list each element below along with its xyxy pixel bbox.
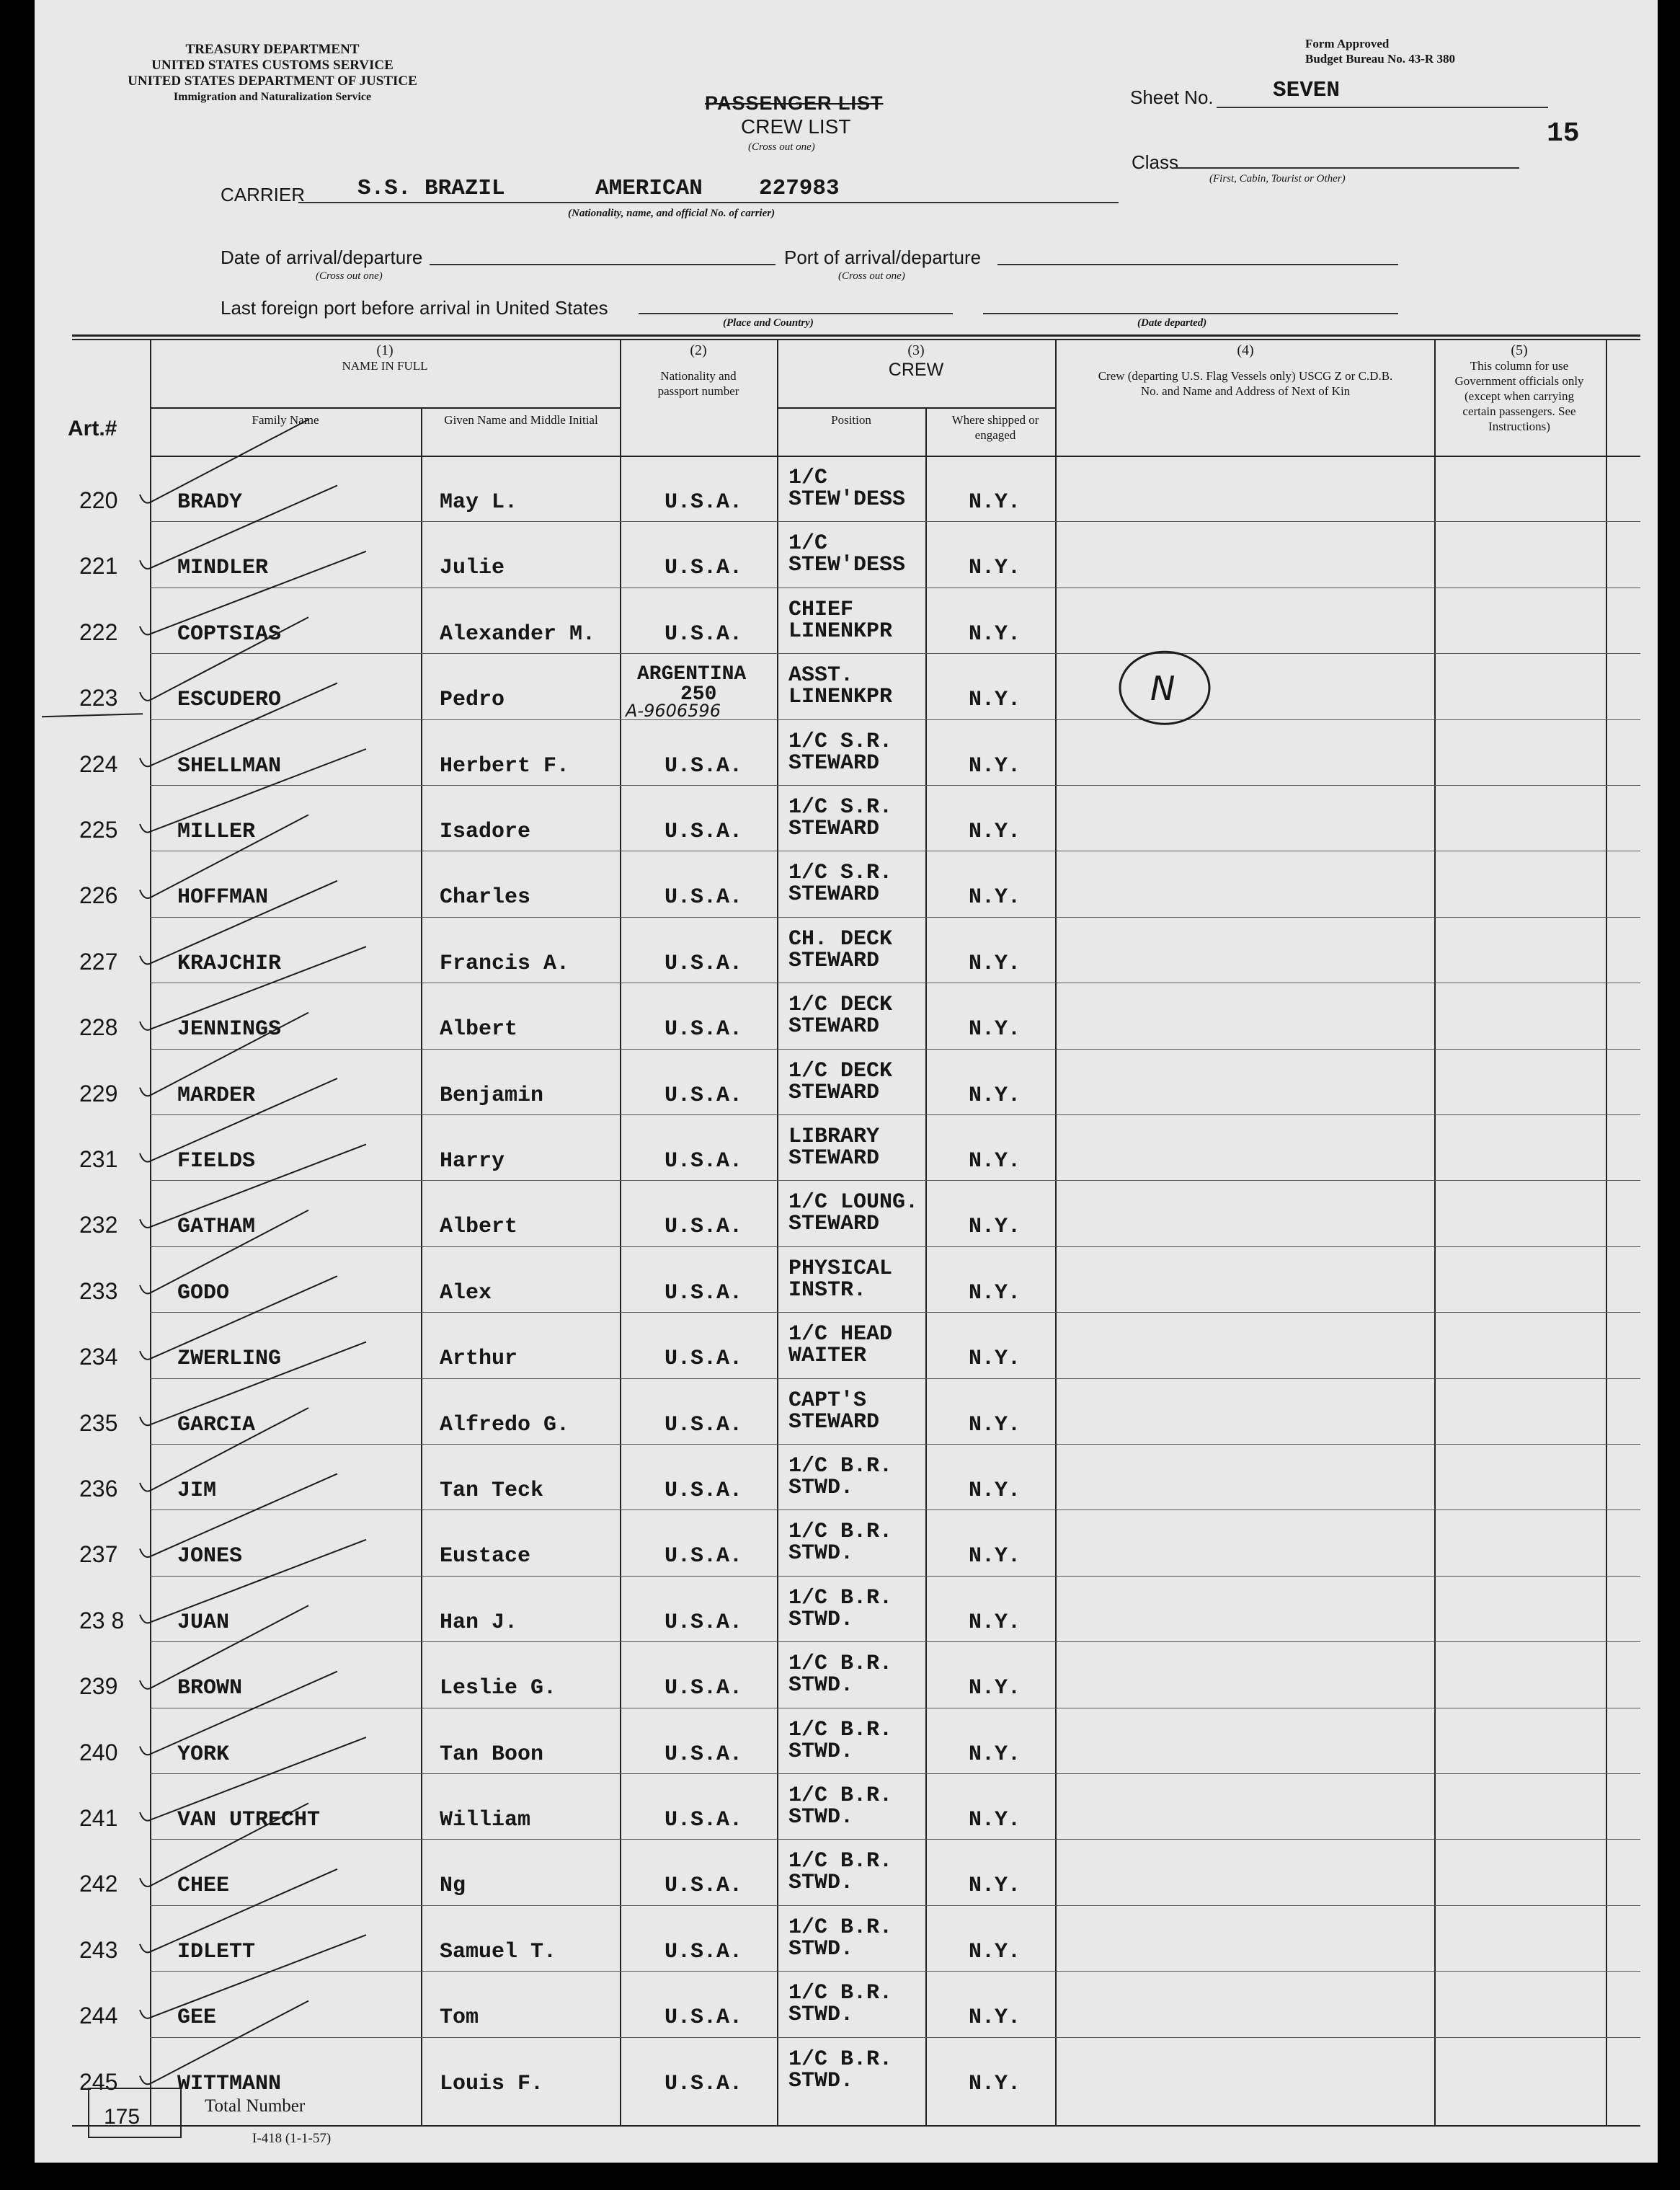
nationality: U.S.A.	[665, 621, 743, 647]
col3-heading	[777, 343, 1055, 378]
col-divider	[620, 340, 621, 2125]
art-number: 239	[79, 1673, 118, 1700]
given-name: Francis A.	[440, 951, 570, 976]
art-number: 233	[79, 1277, 118, 1304]
agency-line: TREASURY DEPARTMENT	[185, 42, 360, 57]
nationality: U.S.A.	[665, 2071, 743, 2096]
where-shipped: N.Y.	[969, 2005, 1021, 2031]
col1-heading	[150, 343, 620, 373]
crew-list-title: CREW LIST	[741, 115, 851, 138]
position-line-1: CHIEF	[788, 597, 854, 622]
art-number: 222	[79, 619, 118, 645]
family-name: VAN UTRECHT	[177, 1808, 321, 1832]
position-line-2: STEWARD	[788, 1014, 880, 1039]
agency-line: UNITED STATES DEPARTMENT OF JUSTICE	[128, 74, 417, 89]
art-number: 227	[79, 948, 118, 975]
given-name: Herbert F.	[440, 753, 570, 779]
table-bottom-rule	[72, 2125, 1640, 2127]
sheet-label: Sheet No.	[1130, 87, 1214, 108]
nationality: U.S.A.	[665, 1610, 743, 1635]
art-heading: Art.#	[68, 417, 117, 440]
nationality: U.S.A.	[665, 2005, 743, 2031]
col2-num: (2)	[690, 342, 707, 358]
art-number: 226	[79, 882, 118, 909]
position-line-2: STWD.	[788, 1541, 854, 1566]
check-mark	[140, 1540, 366, 1623]
total-value: 175	[104, 2105, 141, 2129]
given-heading: Given Name and Middle Initial	[444, 413, 598, 427]
subcol-divider	[925, 407, 927, 2125]
nationality: U.S.A.	[665, 1939, 743, 1964]
head-subrule	[150, 407, 620, 409]
position-line-1: 1/C B.R.	[788, 1520, 893, 1545]
art-number: 23 8	[79, 1607, 125, 1633]
family-name: ZWERLING	[177, 1347, 282, 1372]
art-number: 244	[79, 2003, 118, 2029]
form-approved-block	[1305, 36, 1455, 66]
where-shipped: N.Y.	[969, 1017, 1021, 1042]
given-name: Tan Boon	[440, 1742, 544, 1767]
given-name: Alex	[440, 1280, 492, 1305]
family-name: GEE	[177, 2005, 217, 2031]
sheet-line	[1217, 107, 1548, 108]
position-line-2: STEWARD	[788, 750, 880, 776]
row-rule	[150, 1444, 1640, 1445]
date-hint: (Cross out one)	[316, 270, 383, 282]
row-rule	[150, 1180, 1640, 1181]
row-rule	[150, 1773, 1640, 1774]
last-port-line	[639, 313, 953, 314]
passenger-list-struck: PASSENGER LIST	[705, 92, 884, 114]
where-shipped: N.Y.	[969, 688, 1021, 713]
position-line-1: CH. DECK	[788, 926, 893, 952]
nationality: U.S.A.	[665, 490, 743, 515]
position-line-1: 1/C S.R.	[788, 861, 893, 886]
position-heading: Position	[831, 413, 871, 427]
col5-title: This column for use Government officials only (except when carrying certain passengers. See Instructions)	[1454, 359, 1584, 433]
position-line-1: 1/C B.R.	[788, 1849, 893, 1874]
family-name: ESCUDERO	[177, 688, 282, 713]
row-rule	[150, 917, 1640, 918]
art-number: 243	[79, 1936, 118, 1963]
subcol-divider	[421, 407, 422, 2125]
family-name: HOFFMAN	[177, 885, 269, 910]
art-number: 237	[79, 1541, 118, 1568]
nationality: U.S.A.	[665, 820, 743, 844]
position-line-1: 1/C S.R.	[788, 729, 893, 754]
nationality: U.S.A.	[665, 951, 743, 976]
position-line-1: ASST.	[788, 663, 854, 688]
where-shipped: N.Y.	[969, 1544, 1021, 1569]
family-name: WITTMANN	[177, 2071, 282, 2096]
position-line-1: 1/C HEAD	[788, 1322, 893, 1347]
row-rule	[150, 1509, 1640, 1510]
where-shipped: N.Y.	[969, 1347, 1021, 1372]
position-line-2: STWD.	[788, 1673, 854, 1698]
given-name: Eustace	[440, 1544, 531, 1569]
given-name: Tom	[440, 2005, 479, 2031]
row-rule	[150, 1971, 1640, 1972]
row-rule	[150, 1246, 1640, 1247]
given-name: Samuel T.	[440, 1939, 557, 1964]
date-departed-line	[983, 313, 1398, 314]
nationality: U.S.A.	[665, 1215, 743, 1240]
family-name: BRADY	[177, 490, 243, 515]
passport-number: 250	[680, 683, 717, 706]
where-shipped: N.Y.	[969, 1479, 1021, 1503]
form-number: I-418 (1-1-57)	[252, 2131, 332, 2146]
position-line-2: STEW'DESS	[788, 487, 906, 512]
family-name: JUAN	[177, 1610, 230, 1635]
position-line-1: 1/C	[788, 531, 828, 557]
col2-title: Nationality and passport number	[657, 369, 739, 398]
position-line-1: 1/C DECK	[788, 993, 893, 1018]
art-number: 235	[79, 1409, 118, 1436]
given-name: Alfredo G.	[440, 1412, 570, 1437]
position-line-2: STEWARD	[788, 1080, 880, 1105]
where-shipped: N.Y.	[969, 1149, 1021, 1174]
family-name: JIM	[177, 1479, 217, 1503]
place-hint: (Place and Country)	[723, 317, 814, 329]
col1-num: (1)	[376, 342, 394, 358]
col3-title: CREW	[888, 360, 944, 380]
head-subrule	[777, 407, 1055, 409]
nationality: U.S.A.	[665, 1676, 743, 1701]
row-rule	[150, 1641, 1640, 1642]
family-name: MARDER	[177, 1083, 256, 1108]
carrier-hint: (Nationality, name, and official No. of carrier)	[568, 208, 775, 219]
position-line-1: 1/C B.R.	[788, 2047, 893, 2072]
family-name: CHEE	[177, 1874, 230, 1899]
row-rule	[150, 1312, 1640, 1313]
family-name: MILLER	[177, 820, 256, 844]
where-shipped: N.Y.	[969, 556, 1021, 581]
position-line-1: 1/C LOUNG.	[788, 1190, 919, 1215]
position-line-2: STWD.	[788, 1739, 854, 1764]
row-rule	[150, 1049, 1640, 1050]
dash-mark	[42, 714, 143, 717]
art-number: 241	[79, 1805, 118, 1831]
sheet-value: SEVEN	[1273, 78, 1341, 103]
nationality: U.S.A.	[665, 1479, 743, 1503]
family-name: COPTSIAS	[177, 621, 282, 647]
where-shipped: N.Y.	[969, 951, 1021, 976]
given-name: Arthur	[440, 1347, 518, 1372]
class-hint: (First, Cabin, Tourist or Other)	[1209, 173, 1346, 185]
family-name: KRAJCHIR	[177, 951, 282, 976]
position-line-2: STEWARD	[788, 1409, 880, 1435]
position-line-2: STEWARD	[788, 817, 880, 841]
where-shipped: N.Y.	[969, 1808, 1021, 1832]
given-name: Pedro	[440, 688, 505, 713]
given-name: Ng	[440, 1874, 466, 1899]
given-name: Tan Teck	[440, 1479, 544, 1503]
family-name: JONES	[177, 1544, 243, 1569]
given-name: Albert	[440, 1215, 518, 1240]
col4-title: Crew (departing U.S. Flag Vessels only) USCG Z or C.D.B. No. and Name and Address of Next of Kin	[1098, 369, 1393, 398]
position-line-2: STWD.	[788, 1805, 854, 1830]
given-name: Isadore	[440, 820, 531, 844]
page-number: 15	[1547, 118, 1580, 149]
col-divider	[1055, 340, 1057, 2125]
row-rule	[150, 785, 1640, 786]
nationality: U.S.A.	[665, 753, 743, 779]
position-line-2: WAITER	[788, 1344, 867, 1369]
nationality: U.S.A.	[665, 1742, 743, 1767]
row-rule	[150, 653, 1640, 654]
nationality: U.S.A.	[665, 1017, 743, 1042]
position-line-2: STEWARD	[788, 1146, 880, 1171]
class-line	[1173, 167, 1519, 169]
date-label: Date of arrival/departure	[221, 247, 423, 268]
position-line-2: STWD.	[788, 1476, 854, 1500]
position-line-1: 1/C B.R.	[788, 1915, 893, 1940]
art-number: 245	[79, 2068, 118, 2095]
nationality: U.S.A.	[665, 1874, 743, 1899]
where-shipped: N.Y.	[969, 820, 1021, 844]
family-name: GODO	[177, 1280, 230, 1305]
agency-line: UNITED STATES CUSTOMS SERVICE	[151, 58, 394, 73]
given-name: Han J.	[440, 1610, 518, 1635]
nationality: U.S.A.	[665, 1544, 743, 1569]
crew-list-form	[35, 0, 1658, 2163]
position-line-1: 1/C	[788, 466, 828, 490]
position-line-2: STWD.	[788, 1607, 854, 1632]
carrier-name: S.S. BRAZIL	[357, 176, 505, 201]
position-line-2: STEWARD	[788, 948, 880, 973]
art-number: 229	[79, 1080, 118, 1107]
family-name: YORK	[177, 1742, 230, 1767]
given-name: May L.	[440, 490, 518, 515]
position-line-2: STEW'DESS	[788, 553, 906, 578]
art-number: 221	[79, 553, 118, 580]
family-name: IDLETT	[177, 1939, 256, 1964]
col-divider	[1434, 340, 1436, 2125]
col1-title: NAME IN FULL	[342, 359, 428, 373]
row-rule	[150, 1839, 1640, 1840]
given-name: William	[440, 1808, 531, 1832]
last-port-label: Last foreign port before arrival in United States	[221, 297, 608, 319]
position-line-2: STEWARD	[788, 1212, 880, 1237]
date-departed-hint: (Date departed)	[1137, 317, 1207, 329]
given-name: Harry	[440, 1149, 505, 1174]
class-label: Class	[1132, 151, 1179, 173]
port-hint: (Cross out one)	[838, 270, 905, 282]
nationality: ARGENTINA	[637, 663, 747, 686]
nationality: U.S.A.	[665, 556, 743, 581]
nationality: U.S.A.	[665, 1083, 743, 1108]
carrier-line	[298, 202, 1119, 203]
given-name: Alexander M.	[440, 621, 596, 647]
where-shipped: N.Y.	[969, 1412, 1021, 1437]
position-line-2: STWD.	[788, 2003, 854, 2028]
position-line-1: 1/C B.R.	[788, 1585, 893, 1610]
carrier-label: CARRIER	[221, 184, 306, 205]
date-line	[430, 264, 775, 265]
where-shipped: N.Y.	[969, 1610, 1021, 1635]
handwritten-mark: N	[1150, 669, 1175, 709]
agency-line: Immigration and Naturalization Service	[173, 91, 372, 103]
family-heading: Family Name	[252, 413, 319, 427]
family-name: MINDLER	[177, 556, 269, 581]
art-number: 225	[79, 817, 118, 843]
nationality: U.S.A.	[665, 1347, 743, 1372]
row-rule	[150, 521, 1640, 522]
position-line-1: CAPT'S	[788, 1388, 867, 1413]
nationality: U.S.A.	[665, 1808, 743, 1832]
passport-handwritten: A-9606596	[626, 701, 721, 722]
col-divider	[1606, 340, 1607, 2125]
position-line-1: PHYSICAL	[788, 1256, 893, 1281]
given-name: Charles	[440, 885, 531, 910]
col2-heading	[620, 343, 777, 399]
where-heading: Where shipped or engaged	[951, 413, 1039, 442]
where-shipped: N.Y.	[969, 621, 1021, 647]
family-name: FIELDS	[177, 1149, 256, 1174]
col4-num: (4)	[1237, 342, 1254, 358]
position-line-1: 1/C B.R.	[788, 1454, 893, 1479]
position-line-1: 1/C B.R.	[788, 1981, 893, 2006]
where-shipped: N.Y.	[969, 490, 1021, 515]
carrier-number: 227983	[759, 176, 840, 201]
nationality: U.S.A.	[665, 1149, 743, 1174]
art-number: 224	[79, 750, 118, 777]
nationality: U.S.A.	[665, 1412, 743, 1437]
family-name: GATHAM	[177, 1215, 256, 1240]
position-line-2: STEWARD	[788, 882, 880, 908]
nationality: U.S.A.	[665, 885, 743, 910]
row-rule	[150, 2037, 1640, 2038]
row-rule	[150, 1378, 1640, 1379]
col-divider	[777, 340, 778, 2125]
art-number: 234	[79, 1344, 118, 1370]
position-line-1: LIBRARY	[788, 1125, 880, 1149]
family-name: SHELLMAN	[177, 753, 282, 779]
given-name: Leslie G.	[440, 1676, 557, 1701]
col3-num: (3)	[907, 342, 925, 358]
agency-header	[114, 42, 431, 105]
family-name: BROWN	[177, 1676, 243, 1701]
position-line-1: 1/C DECK	[788, 1058, 893, 1083]
where-shipped: N.Y.	[969, 1742, 1021, 1767]
art-number: 231	[79, 1146, 118, 1172]
row-rule	[150, 719, 1640, 720]
art-number: 242	[79, 1871, 118, 1897]
budget-bureau: Budget Bureau No. 43-R 380	[1305, 52, 1455, 66]
position-line-1: 1/C B.R.	[788, 1783, 893, 1808]
art-number: 232	[79, 1212, 118, 1238]
given-name: Albert	[440, 1017, 518, 1042]
art-number: 236	[79, 1476, 118, 1502]
total-label: Total Number	[205, 2096, 306, 2116]
position-line-2: STWD.	[788, 1871, 854, 1896]
where-shipped: N.Y.	[969, 2071, 1021, 2096]
position-line-1: 1/C B.R.	[788, 1652, 893, 1677]
position-line-1: 1/C B.R.	[788, 1717, 893, 1742]
given-name: Julie	[440, 556, 505, 581]
position-line-2: LINENKPR	[788, 685, 893, 710]
where-shipped: N.Y.	[969, 1083, 1021, 1108]
where-shipped: N.Y.	[969, 885, 1021, 910]
art-number: 240	[79, 1739, 118, 1765]
art-number: 220	[79, 487, 118, 513]
col5-heading	[1447, 343, 1591, 434]
where-shipped: N.Y.	[969, 753, 1021, 779]
form-approved: Form Approved	[1305, 37, 1390, 50]
row-rule	[150, 1576, 1640, 1577]
row-rule	[150, 1905, 1640, 1906]
position-line-2: LINENKPR	[788, 619, 893, 644]
where-shipped: N.Y.	[969, 1215, 1021, 1240]
head-bottom-rule	[150, 456, 1640, 457]
where-shipped: N.Y.	[969, 1874, 1021, 1899]
port-line	[997, 264, 1398, 265]
family-name: GARCIA	[177, 1412, 256, 1437]
port-label: Port of arrival/departure	[784, 247, 982, 268]
art-number: 228	[79, 1014, 118, 1041]
nationality: U.S.A.	[665, 1280, 743, 1305]
position-line-2: INSTR.	[788, 1277, 867, 1303]
given-name: Benjamin	[440, 1083, 544, 1108]
col5-num: (5)	[1511, 342, 1528, 358]
given-name: Louis F.	[440, 2071, 544, 2096]
position-line-1: 1/C S.R.	[788, 795, 893, 820]
where-shipped: N.Y.	[969, 1280, 1021, 1305]
table-top-rule	[72, 334, 1640, 337]
col-divider	[150, 340, 151, 2125]
cross-out-hint: (Cross out one)	[748, 141, 815, 153]
where-shipped: N.Y.	[969, 1676, 1021, 1701]
table-top-rule-2	[72, 339, 1640, 340]
position-line-2: STWD.	[788, 1936, 854, 1961]
row-rule	[150, 1114, 1640, 1115]
position-line-2: STWD.	[788, 2068, 854, 2093]
col4-heading	[1094, 343, 1397, 399]
family-name: JENNINGS	[177, 1017, 282, 1042]
carrier-nationality: AMERICAN	[595, 176, 703, 201]
where-shipped: N.Y.	[969, 1939, 1021, 1964]
art-number: 223	[79, 685, 118, 711]
